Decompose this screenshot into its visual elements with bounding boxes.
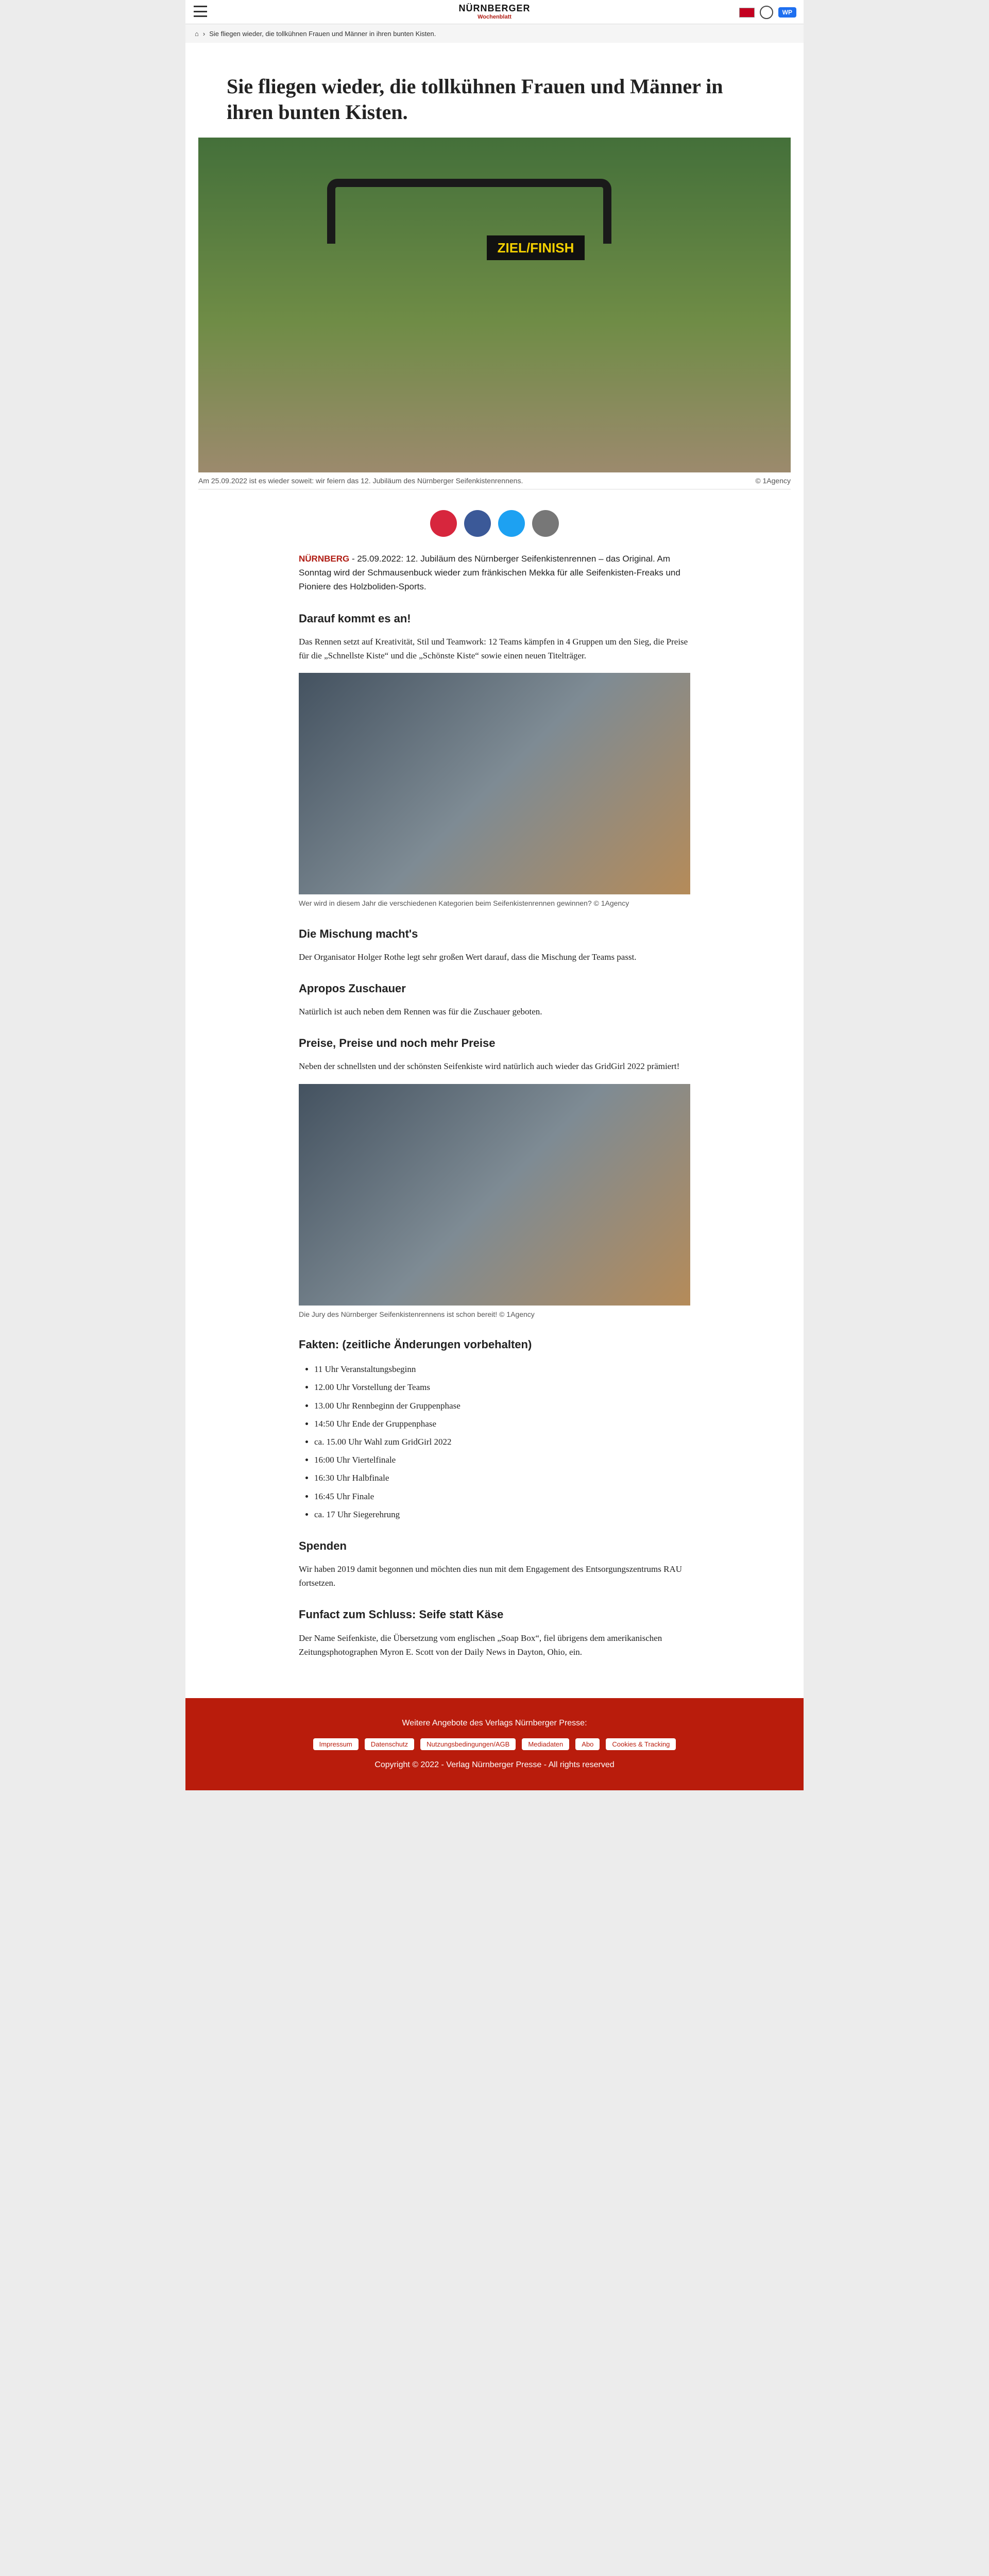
list-item: • ca. 15.00 Uhr Wahl zum GridGirl 2022 — [314, 1435, 690, 1449]
facts-list — [299, 1362, 690, 1521]
section-heading: Fakten: (zeitliche Änderungen vorbehalten) — [299, 1338, 532, 1351]
page-title: Sie fliegen wieder, die tollkühnen Frauen und Männer in ihren bunten Kisten. — [227, 75, 723, 124]
footer-link[interactable]: Impressum — [313, 1738, 359, 1750]
finish-banner: ZIEL/FINISH — [487, 235, 585, 260]
paragraph: Natürlich ist auch neben dem Rennen was für die Zuschauer geboten. — [299, 1007, 542, 1017]
paragraph: Das Rennen setzt auf Kreativität, Stil und Teamwork: 12 Teams kämpfen in 4 Gruppen um den Sieg, die Preise für die „Schnellste Kiste“ und die „Schönste Kiste“ sowie einen neuen Titelträger. — [299, 636, 688, 660]
list-item: • 12.00 Uhr Vorstellung der Teams — [314, 1380, 690, 1394]
list-item: • 13.00 Uhr Rennbeginn der Gruppenphase — [314, 1399, 690, 1413]
finish-arch — [327, 179, 611, 244]
section-heading: Apropos Zuschauer — [299, 981, 406, 995]
logo-line2: Wochenblatt — [478, 14, 511, 20]
lead-text: - 25.09.2022: 12. Jubiläum des Nürnberger Seifenkistenrennen – das Original. Am Sonntag wird der Schmausenbuck wieder zum fränkischen Mekka für alle Seifenkisten-Freaks und Pioniere des Holzboliden-Sports. — [299, 554, 680, 592]
chevron-right-icon: › — [202, 29, 206, 38]
article-image — [299, 673, 690, 894]
paragraph: Neben der schnellsten und der schönsten Seifenkiste wird natürlich auch wieder das GridGirl 2022 prämiert! — [299, 1061, 680, 1072]
section-heading: Die Mischung macht's — [299, 927, 418, 940]
paragraph: Der Organisator Holger Rothe legt sehr großen Wert darauf, dass die Mischung der Teams passt. — [299, 952, 637, 962]
home-icon[interactable]: ⌂ — [195, 29, 199, 38]
list-item: • 16:00 Uhr Viertelfinale — [314, 1453, 690, 1467]
logo-line1: NÜRNBERGER — [458, 3, 531, 13]
hero-credit: © 1Agency — [755, 477, 791, 485]
footer-link[interactable]: Abo — [575, 1738, 600, 1750]
breadcrumb — [185, 24, 804, 43]
paragraph: Wir haben 2019 damit begonnen und möchten dies nun mit dem Engagement des Entsorgungszentrums RAU fortsetzen. — [299, 1564, 683, 1588]
share-buttons — [185, 510, 804, 539]
list-item: • 14:50 Uhr Ende der Gruppenphase — [314, 1417, 690, 1431]
footer-link[interactable]: Cookies & Tracking — [606, 1738, 676, 1750]
user-icon[interactable] — [760, 6, 773, 19]
paragraph: Der Name Seifenkiste, die Übersetzung vom englischen „Soap Box“, fiel übrigens dem amerikanischen Zeitungsphotographen Myron E. Scott von der Daily News in Dayton, Ohio, ein. — [299, 1633, 662, 1657]
article-image — [299, 1084, 690, 1306]
mail-icon[interactable] — [430, 510, 457, 537]
place: NÜRNBERG — [299, 554, 350, 564]
hero — [198, 138, 791, 489]
facebook-icon[interactable] — [464, 510, 491, 537]
hero-caption: Am 25.09.2022 ist es wieder soweit: wir feiern das 12. Jubiläum des Nürnberger Seifenkistenrennens. — [198, 477, 523, 485]
caption: Wer wird in diesem Jahr die verschiedenen Kategorien beim Seifenkistenrennen gewinnen? © 1Agency — [299, 899, 629, 908]
article-body — [299, 552, 690, 1659]
hero-image — [198, 138, 791, 472]
twitter-icon[interactable] — [498, 510, 525, 537]
flag-icon[interactable] — [739, 8, 755, 18]
footer-link[interactable]: Datenschutz — [365, 1738, 414, 1750]
caption: Die Jury des Nürnberger Seifenkistenrennens ist schon bereit! © 1Agency — [299, 1310, 535, 1318]
lead-paragraph — [299, 552, 690, 594]
list-item: • 11 Uhr Veranstaltungsbeginn — [314, 1362, 690, 1376]
footer — [185, 1698, 804, 1790]
footer-link[interactable]: Mediadaten — [522, 1738, 569, 1750]
logo[interactable] — [185, 3, 804, 20]
footer-copyright: Copyright © 2022 - Verlag Nürnberger Presse - All rights reserved — [374, 1760, 615, 1770]
wp-badge[interactable]: WP — [778, 7, 796, 18]
footer-title: Weitere Angebote des Verlags Nürnberger Presse: — [402, 1719, 587, 1728]
breadcrumb-title: Sie fliegen wieder, die tollkühnen Frauen und Männer in ihren bunten Kisten. — [209, 29, 436, 38]
section-heading: Funfact zum Schluss: Seife statt Käse — [299, 1608, 504, 1621]
footer-link[interactable]: Nutzungsbedingungen/AGB — [420, 1738, 516, 1750]
section-heading: Spenden — [299, 1539, 347, 1552]
top-bar — [185, 0, 804, 24]
section-heading: Preise, Preise und noch mehr Preise — [299, 1037, 496, 1050]
list-item: • ca. 17 Uhr Siegerehrung — [314, 1507, 690, 1521]
list-item: • 16:30 Uhr Halbfinale — [314, 1471, 690, 1485]
link-icon[interactable] — [532, 510, 559, 537]
section-heading: Darauf kommt es an! — [299, 612, 411, 625]
list-item: • 16:45 Uhr Finale — [314, 1489, 690, 1503]
